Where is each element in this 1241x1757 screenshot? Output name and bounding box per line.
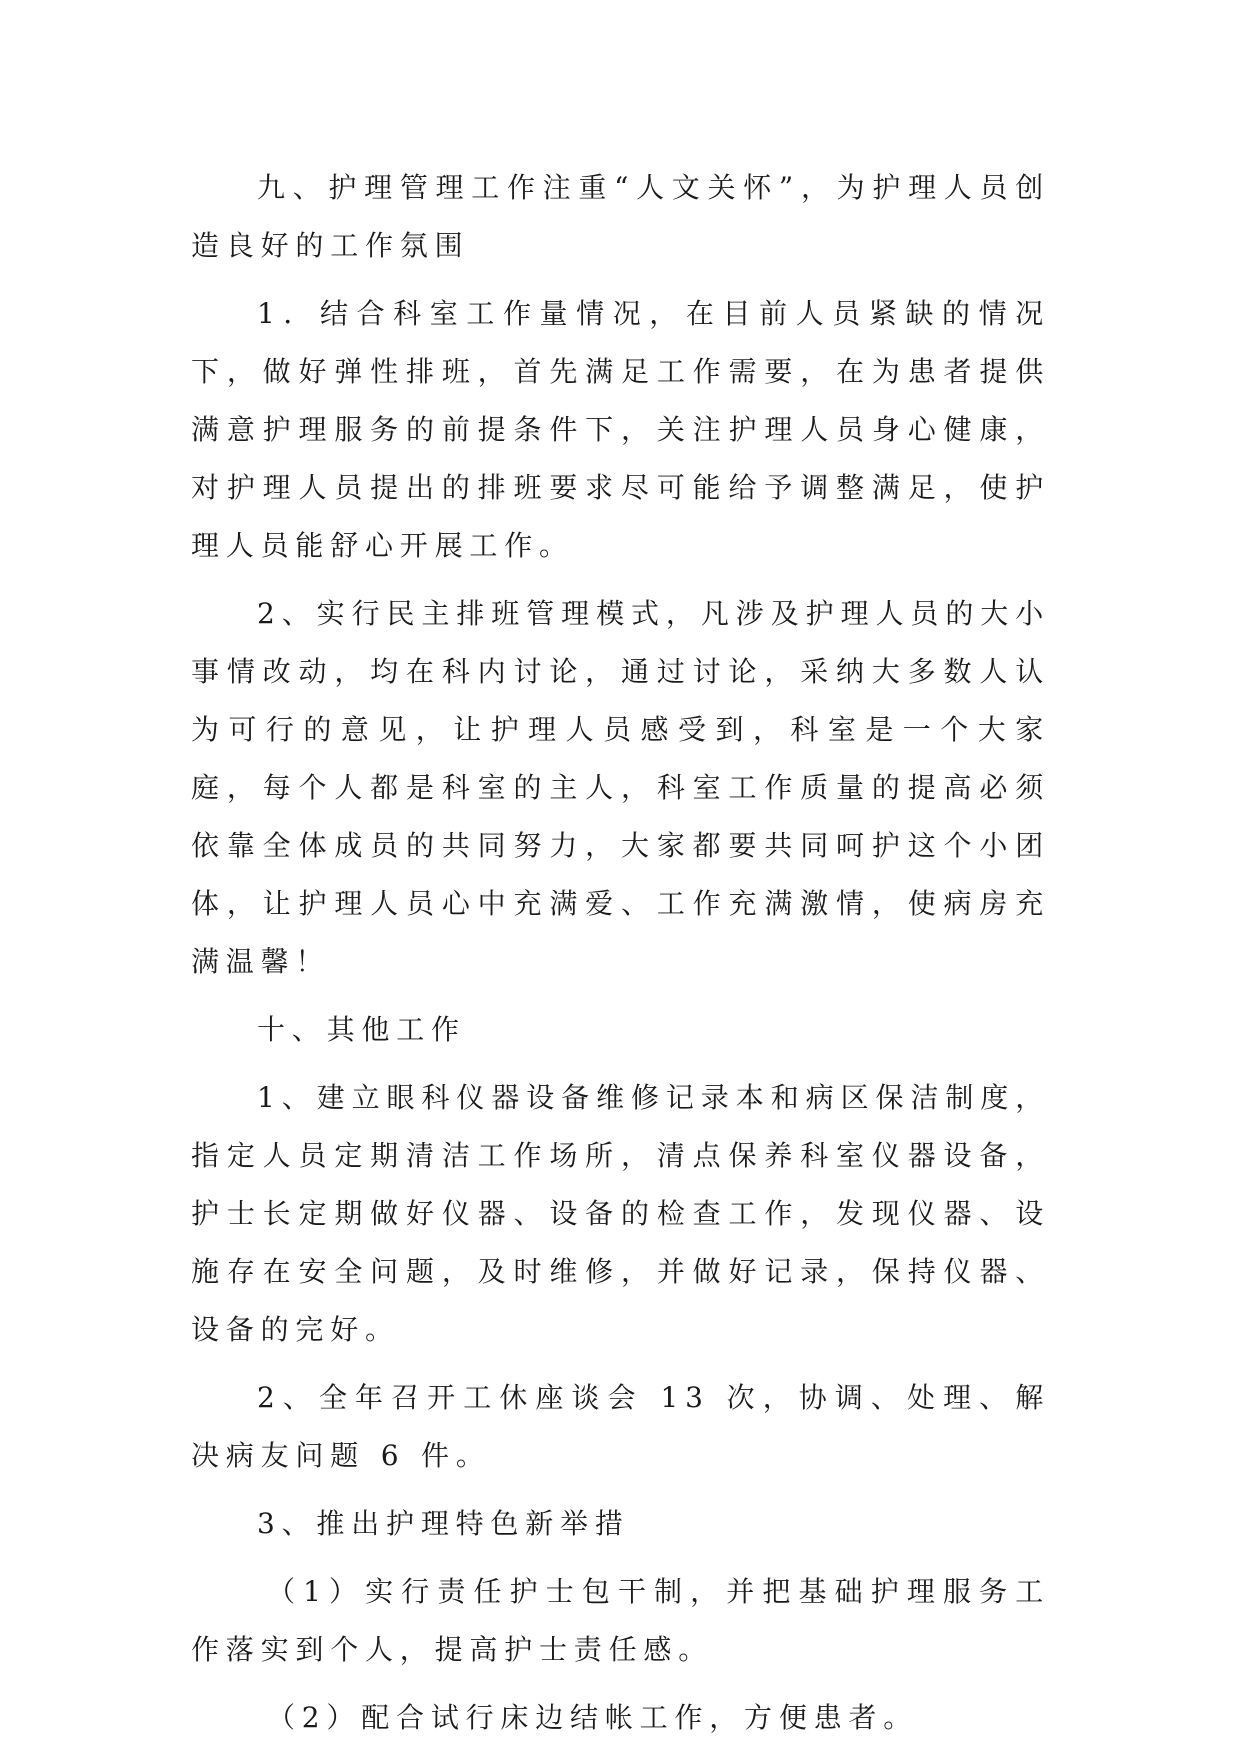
paragraph-flexible-scheduling: 1．结合科室工作量情况，在目前人员紧缺的情况下，做好弹性排班，首先满足工作需要，在为患者提供满意护理服务的前提条件下，关注护理人员身心健康，对护理人员提出的排班要求尽可能给予调整满足，使护理人员能舒心开展工作。 bbox=[191, 297, 1050, 562]
document-body bbox=[191, 159, 1050, 1757]
paragraph-patient-meetings: 2、全年召开工休座谈会 13 次，协调、处理、解决病友问题 6 件。 bbox=[191, 1381, 1050, 1472]
section-heading-ten: 十、其他工作 bbox=[257, 1013, 466, 1046]
list-item-bedside-billing: （2）配合试行床边结帐工作，方便患者。 bbox=[267, 1701, 919, 1734]
paragraph-equipment-maintenance: 1、建立眼科仪器设备维修记录本和病区保洁制度，指定人员定期清洁工作场所，清点保养科室仪器设备，护士长定期做好仪器、设备的检查工作，发现仪器、设施存在安全问题，及时维修，并做好记录，保持仪器、设备的完好。 bbox=[191, 1081, 1050, 1346]
paragraph-new-measures: 3、推出护理特色新举措 bbox=[257, 1507, 630, 1540]
paragraph-democratic-scheduling: 2、实行民主排班管理模式，凡涉及护理人员的大小事情改动，均在科内讨论，通过讨论，采纳大多数人认为可行的意见，让护理人员感受到，科室是一个大家庭，每个人都是科室的主人，科室工作质量的提高必须依靠全体成员的共同努力，大家都要共同呵护这个小团体，让护理人员心中充满爱、工作充满激情，使病房充满温馨！ bbox=[191, 597, 1050, 978]
section-heading-nine: 九、护理管理工作注重“人文关怀”，为护理人员创造良好的工作氛围 bbox=[191, 171, 1050, 262]
list-item-responsibility-nurse: （1）实行责任护士包干制，并把基础护理服务工作落实到个人，提高护士责任感。 bbox=[191, 1575, 1050, 1666]
